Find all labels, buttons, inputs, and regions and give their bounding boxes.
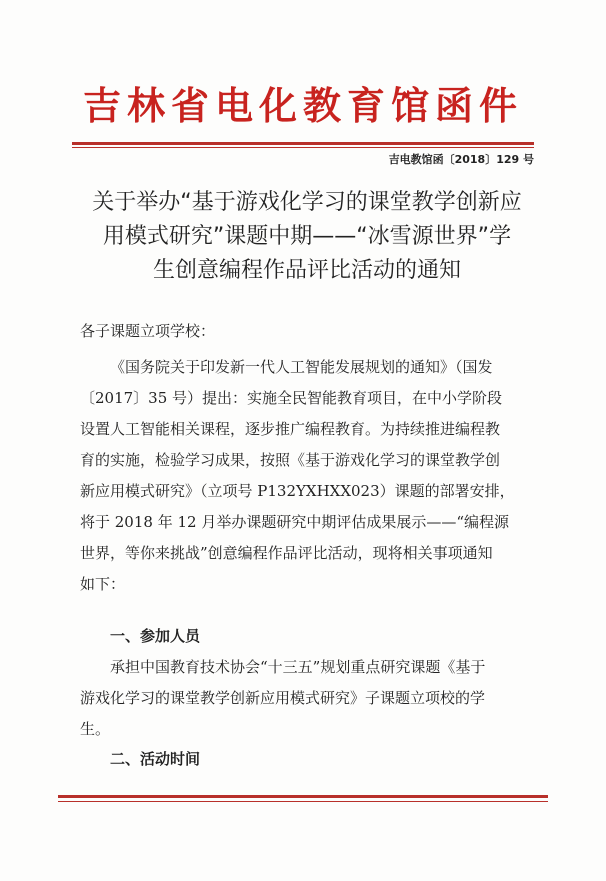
paragraph-line: 育的实施，检验学习成果，按照《基于游戏化学习的课堂教学创 (80, 451, 501, 469)
paragraph-line: 〔2017〕35 号）提出：实施全民智能教育项目，在中小学阶段 (80, 389, 503, 407)
paragraph-line: 生。 (80, 720, 111, 738)
notice-title-line: 生创意编程作品评比活动的通知 (152, 258, 461, 283)
notice-title-line: 用模式研究”课题中期——“冰雪源世界”学 (102, 224, 512, 249)
paragraph-line: 游戏化学习的课堂教学创新应用模式研究》子课题立项校的学 (80, 689, 486, 707)
letterhead-title: 吉林省电化教育馆函件 (82, 84, 523, 128)
document-number: 吉电教馆函〔2018〕129 号 (388, 153, 534, 166)
paragraph-line: 如下： (80, 575, 126, 593)
letterhead-rule-thick (72, 142, 534, 145)
paragraph-line: 设置人工智能相关课程，逐步推广编程教育。为持续推进编程教 (80, 420, 501, 438)
footer-rule-thick (58, 795, 548, 798)
paragraph-line: 世界，等你来挑战”创意编程作品评比活动，现将相关事项通知 (80, 544, 493, 562)
section-heading-participants: 一、参加人员 (110, 627, 201, 645)
letterhead-rule-thin (72, 147, 534, 148)
section-heading-time: 二、活动时间 (110, 750, 201, 768)
paragraph-intro (80, 357, 540, 605)
paragraph-line: 新应用模式研究》（立项号 P132YXHXX023）课题的部署安排， (80, 482, 515, 500)
salutation: 各子课题立项学校： (80, 322, 216, 340)
footer-rule-thin (58, 801, 548, 802)
paragraph-line: 将于 2018 年 12 月举办课题研究中期评估成果展示——“编程源 (80, 513, 510, 531)
paragraph-line: 《国务院关于印发新一代人工智能发展规划的通知》（国发 (110, 358, 493, 376)
paragraph-line: 承担中国教育技术协会“十三五”规划重点研究课题《基于 (110, 658, 486, 676)
notice-title-line: 关于举办“基于游戏化学习的课堂教学创新应 (92, 190, 522, 215)
paragraph-participants (80, 657, 540, 750)
notice-title (72, 186, 542, 288)
